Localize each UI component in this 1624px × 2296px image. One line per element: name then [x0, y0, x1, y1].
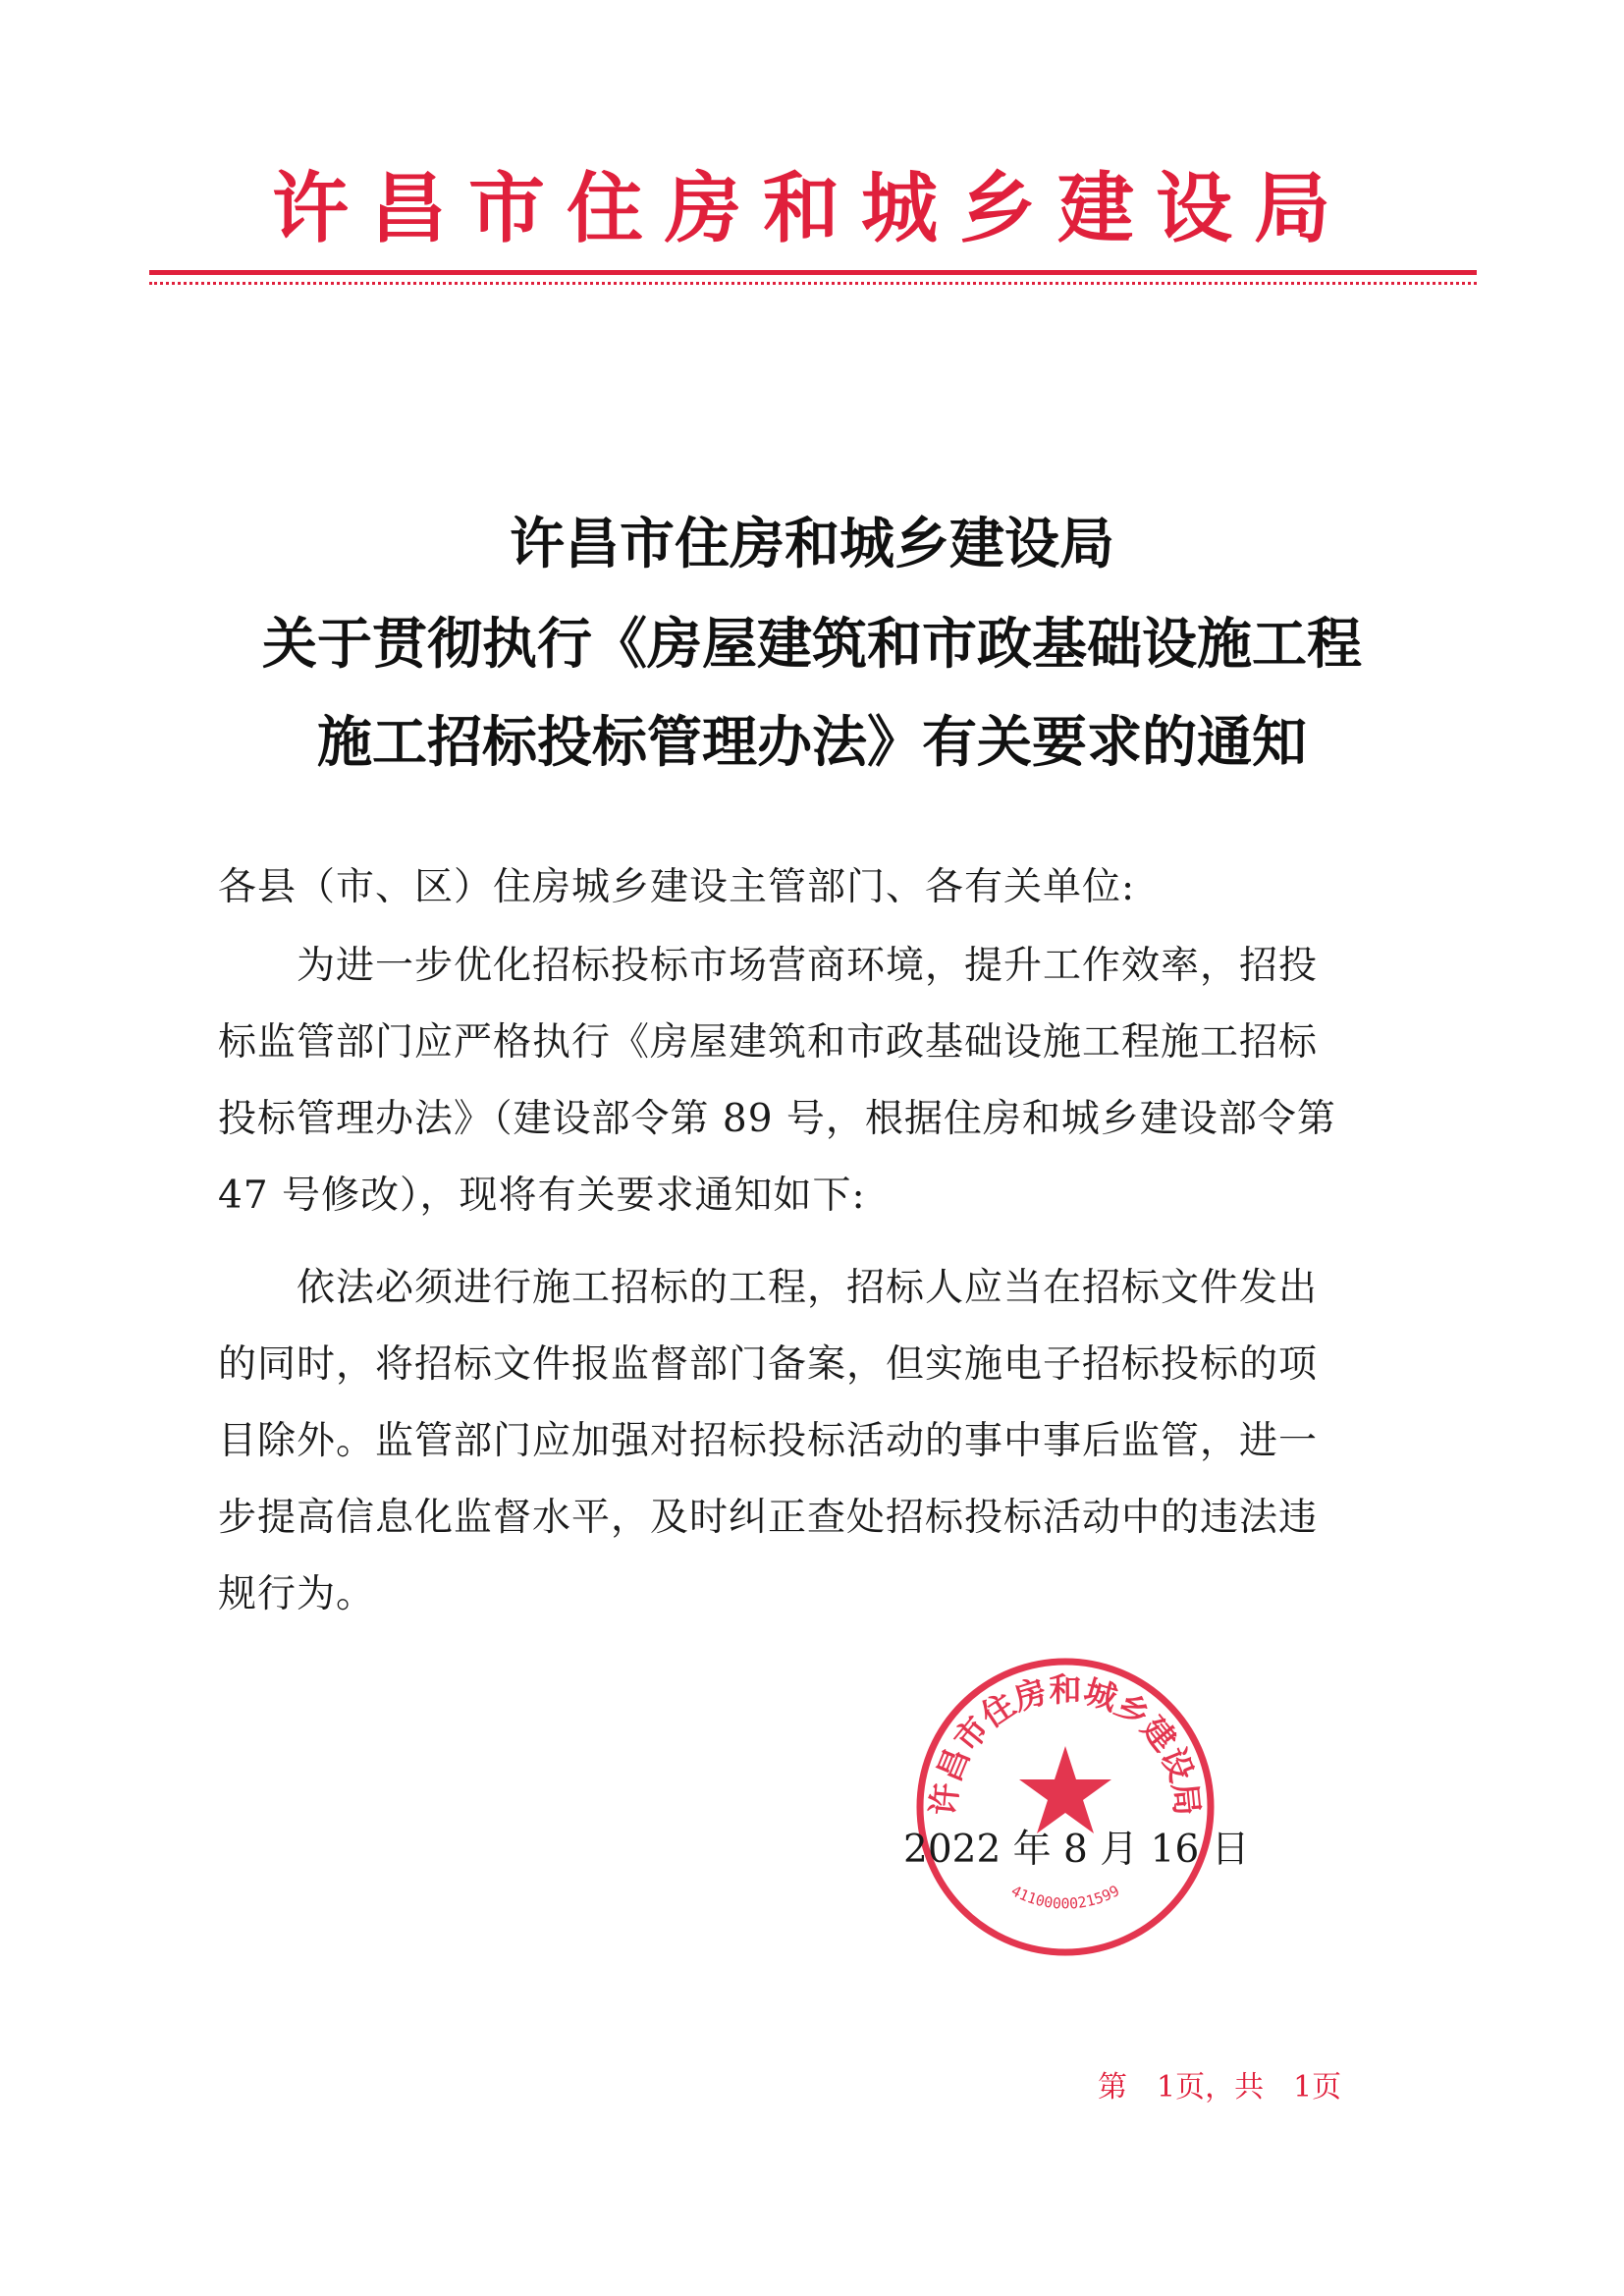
paragraph-2-line: 依法必须进行施工招标的工程，招标人应当在招标文件发出	[218, 1266, 1319, 1310]
issue-date: 2022 年 8 月 16 日	[903, 1828, 1250, 1872]
official-seal	[908, 1650, 1222, 1964]
paragraph-1-line: 为进一步优化招标投标市场营商环境，提升工作效率，招投	[218, 944, 1319, 988]
seal-text: 许昌市住房和城乡建设局	[924, 1669, 1207, 1818]
seal-code: 4110000021599	[1007, 1882, 1123, 1913]
title-line-2: 关于贯彻执行《房屋建筑和市政基础设施工程	[262, 612, 1362, 677]
title-line-3: 施工招标投标管理办法》有关要求的通知	[317, 710, 1307, 775]
paragraph-1-line: 47 号修改），现将有关要求通知如下:	[218, 1174, 866, 1218]
masthead-rule	[149, 270, 1477, 275]
masthead-dotted-rule	[149, 282, 1477, 285]
paragraph-1-line: 投标管理办法》（建设部令第 89 号，根据住房和城乡建设部令第	[218, 1097, 1336, 1141]
page-number: 第 1页，共 1页	[1098, 2070, 1342, 2105]
paragraph-2-line: 目除外。监管部门应加强对招标投标活动的事中事后监管，进一	[218, 1419, 1319, 1463]
paragraph-2-line: 的同时，将招标文件报监督部门备案，但实施电子招标投标的项	[218, 1342, 1319, 1387]
salutation: 各县（市、区）住房城乡建设主管部门、各有关单位:	[218, 865, 1136, 909]
paragraph-1-line: 标监管部门应严格执行《房屋建筑和市政基础设施工程施工招标	[218, 1020, 1319, 1065]
title-line-1: 许昌市住房和城乡建设局	[510, 512, 1114, 576]
paragraph-2-line: 步提高信息化监督水平，及时纠正查处招标投标活动中的违法违	[218, 1496, 1319, 1540]
paragraph-2-line: 规行为。	[218, 1572, 376, 1616]
svg-text:4110000021599	[1008, 1882, 1122, 1912]
masthead: 许昌市住房和城乡建设局	[271, 164, 1352, 253]
